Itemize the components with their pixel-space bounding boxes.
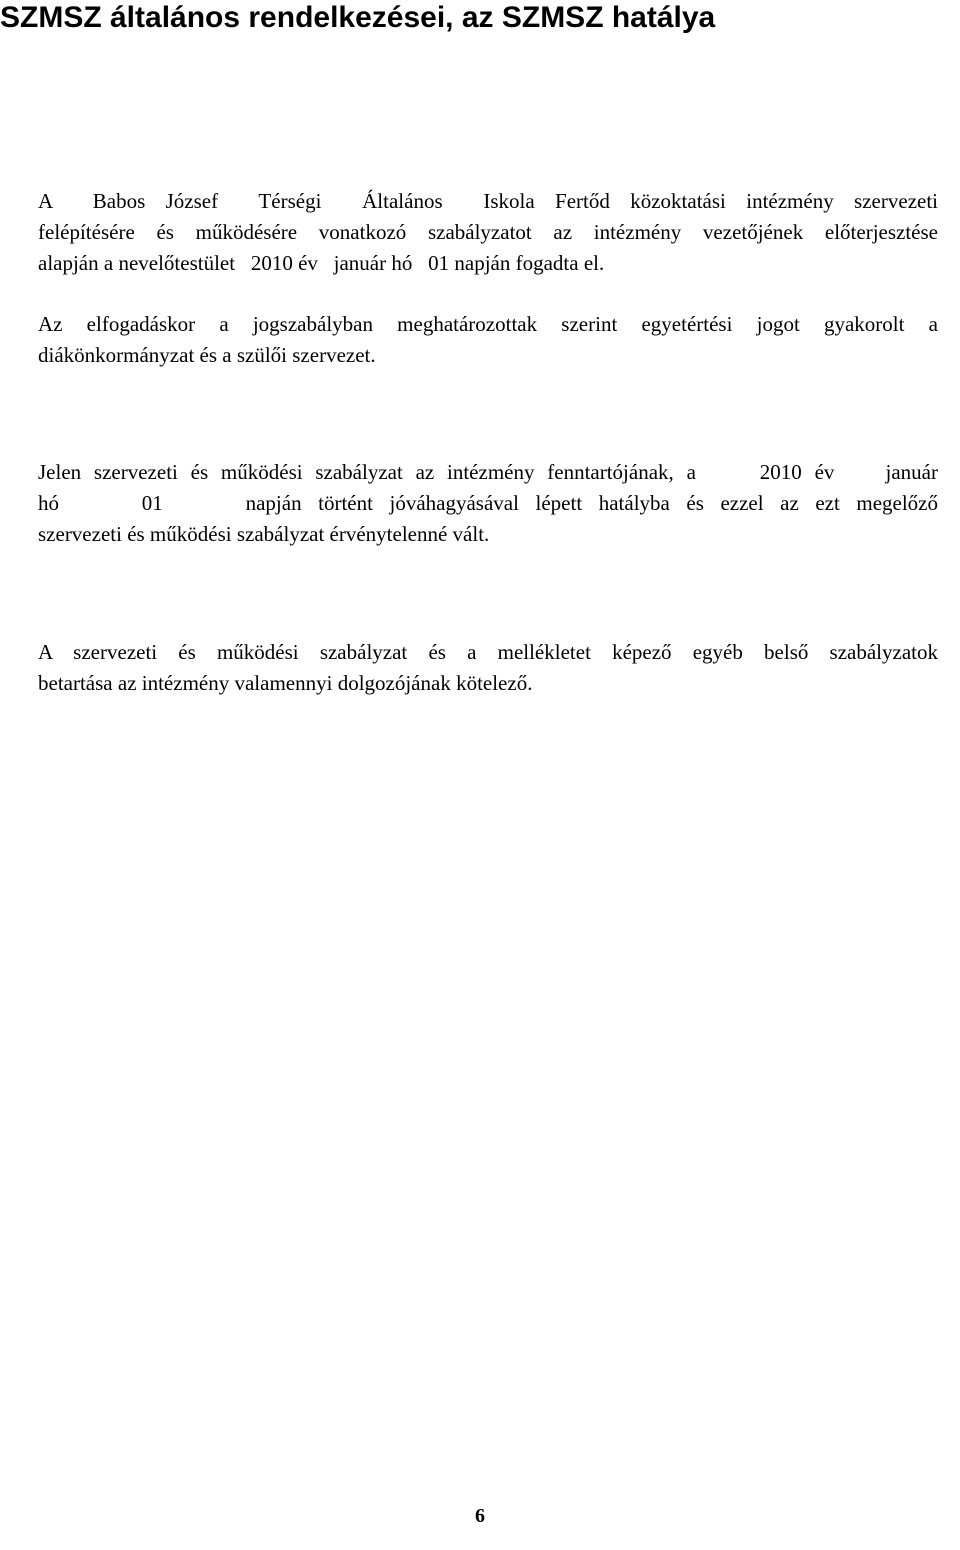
paragraph-adoption <box>38 186 938 279</box>
paragraph-consent <box>38 309 938 371</box>
page-number: 6 <box>475 1505 485 1527</box>
paragraph-line: felépítésére és működésére vonatkozó szabályzatot az intézmény vezetőjének előterjesztése <box>38 220 938 244</box>
page-title: SZMSZ általános rendelkezései, az SZMSZ hatálya <box>0 1 716 34</box>
paragraph-effect <box>38 457 938 550</box>
paragraph-line: alapján a nevelőtestület 2010 év január hó 01 napján fogadta el. <box>38 251 605 275</box>
paragraph-line: A Babos József Térségi Általános Iskola Fertőd közoktatási intézmény szervezeti <box>38 189 938 213</box>
paragraph-line: hó 01 napján történt jóváhagyásával lépett hatályba és ezzel az ezt megelőző <box>38 491 938 515</box>
paragraph-line: betartása az intézmény valamennyi dolgozójának kötelező. <box>38 671 533 695</box>
paragraph-line: szervezeti és működési szabályzat érvénytelenné vált. <box>38 522 490 546</box>
paragraph-line: Az elfogadáskor a jogszabályban meghatározottak szerint egyetértési jogot gyakorolt a <box>38 312 938 336</box>
paragraph-line: diákönkormányzat és a szülői szervezet. <box>38 343 376 367</box>
paragraph-line: Jelen szervezeti és működési szabályzat az intézmény fenntartójának, a 2010 év január <box>38 460 938 484</box>
paragraph-compliance <box>38 637 938 699</box>
paragraph-line: A szervezeti és működési szabályzat és a mellékletet képező egyéb belső szabályzatok <box>38 640 938 664</box>
